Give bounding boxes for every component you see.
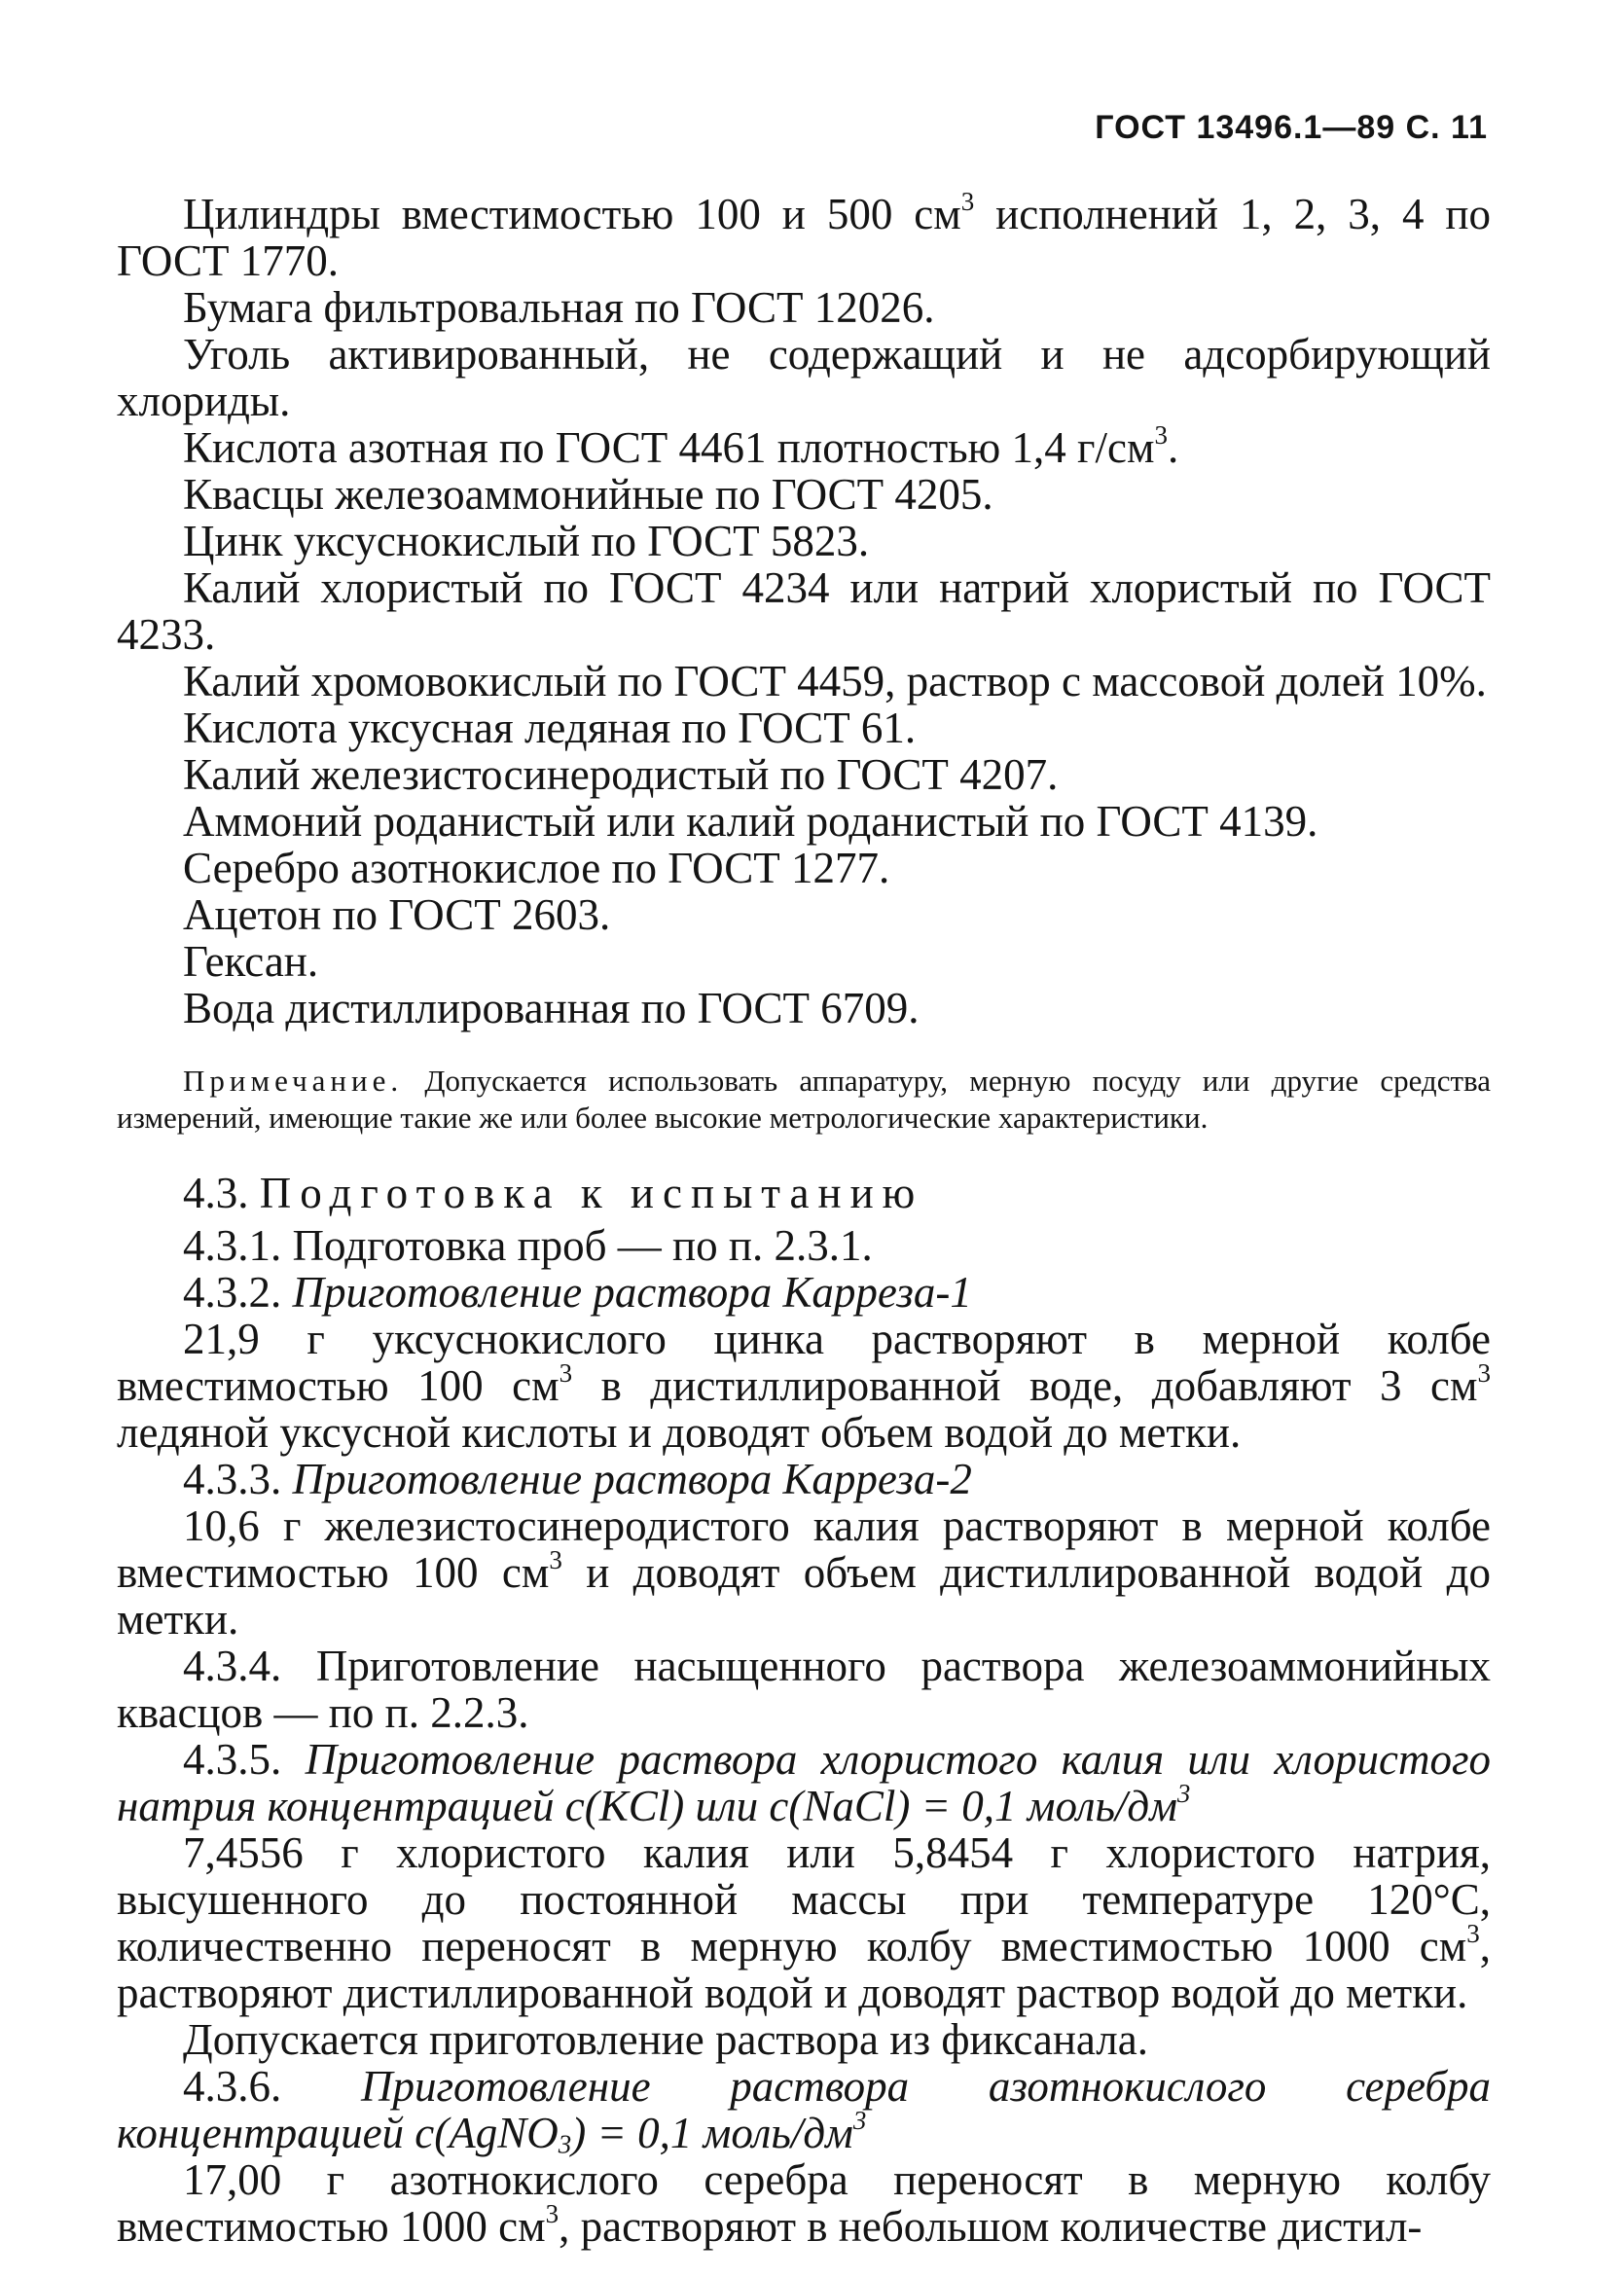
reagent-line: Бумага фильтровальная по ГОСТ 12026. <box>183 283 935 332</box>
item-4-3-6-heading: 4.3.6. Приготовление раствора азотнокислого серебра концентрацией c(AgNO$_3$) = 0,1 моль/$дм^3$ <box>117 2062 1491 2159</box>
note <box>117 1063 1491 1137</box>
item-4-3-6-text: 17,00 г азотнокислого серебра переносят в мерную колбу вместимостью 1000 $см^3$, растворяют в небольшом количестве дистил- <box>117 2155 1491 2251</box>
item-4-3-2-heading: 4.3.2. Приготовление раствора Карреза-1 <box>183 1268 972 1317</box>
reagent-line: Аммоний роданистый или калий роданистый по ГОСТ 4139. <box>183 797 1318 846</box>
reagent-line: Гексан. <box>183 937 319 986</box>
reagent-line: Уголь активированный, не содержащий и не адсорбирующий хлориды. <box>117 330 1491 425</box>
item-4-3-4: 4.3.4. Приготовление насыщенного раствора железоаммонийных квасцов — по п. 2.2.3. <box>117 1642 1491 1737</box>
note-text: Допускается использовать аппаратуру, мерную посуду или другие средства измерений, имеющие такие же или более высокие метрологические характеристики. <box>117 1064 1491 1135</box>
item-4-3-2-text: 21,9 г уксуснокислого цинка растворяют в мерной колбе вместимостью 100 $см^3$ в дистиллированной воде, добавляют 3 $см^3$ ледяной уксусной кислоты и доводят объем водой до метки. <box>117 1315 1491 1457</box>
reagent-line: Ацетон по ГОСТ 2603. <box>183 890 611 939</box>
reagent-line: Кислота уксусная ледяная по ГОСТ 61. <box>183 704 917 752</box>
item-4-3-3-heading: 4.3.3. Приготовление раствора Карреза-2 <box>183 1455 972 1503</box>
item-4-3-5-note: Допускается приготовление раствора из фиксанала. <box>183 2015 1148 2064</box>
reagent-line: Серебро азотнокислое по ГОСТ 1277. <box>183 844 890 892</box>
reagent-line: Калий хромовокислый по ГОСТ 4459, раствор с массовой долей 10%. <box>183 657 1487 705</box>
reagent-line: Калий хлористый по ГОСТ 4234 или натрий хлористый по ГОСТ 4233. <box>117 563 1491 659</box>
item-4-3-5-heading: 4.3.5. Приготовление раствора хлористого калия или хлористого натрия концентрацией c(KCl) или c(NaCl) = 0,1 моль/$дм^3$ <box>117 1735 1492 1830</box>
reagent-line: Квасцы железоаммонийные по ГОСТ 4205. <box>183 470 993 519</box>
item-4-3-1: 4.3.1. Подготовка проб — по п. 2.3.1. <box>183 1221 873 1270</box>
reagent-line: Калий железистосинеродистый по ГОСТ 4207. <box>183 750 1059 799</box>
page-header: ГОСТ 13496.1—89 С. 11 <box>1095 109 1488 146</box>
reagent-line: Вода дистиллированная по ГОСТ 6709. <box>183 984 920 1032</box>
reagent-line: Цилиндры вместимостью 100 и 500 $см^3$ исполнений 1, 2, 3, 4 по ГОСТ 1770. <box>117 187 1491 285</box>
section-title: 4.3. Подготовка к испытанию <box>183 1169 924 1217</box>
item-4-3-3-text: 10,6 г железистосинеродистого калия растворяют в мерной колбе вместимостью 100 $см^3$ и доводят объем дистиллированной водой до метки. <box>117 1501 1491 1644</box>
reagent-line: Кислота азотная по ГОСТ 4461 плотностью 1,4 $г/см^3$. <box>183 420 1179 472</box>
item-4-3-5-text: 7,4556 г хлористого калия или 5,8454 г хлористого натрия, высушенного до постоянной массы при температуре 120°С, количественно переносят в мерную колбу вместимостью 1000 $см^3$, растворяют дистиллированной водой и доводят раствор водой до метки. <box>117 1828 1491 2017</box>
document-body <box>117 187 1492 2251</box>
note-label: Примечание. <box>183 1064 404 1098</box>
reagent-line: Цинк уксуснокислый по ГОСТ 5823. <box>183 517 870 565</box>
